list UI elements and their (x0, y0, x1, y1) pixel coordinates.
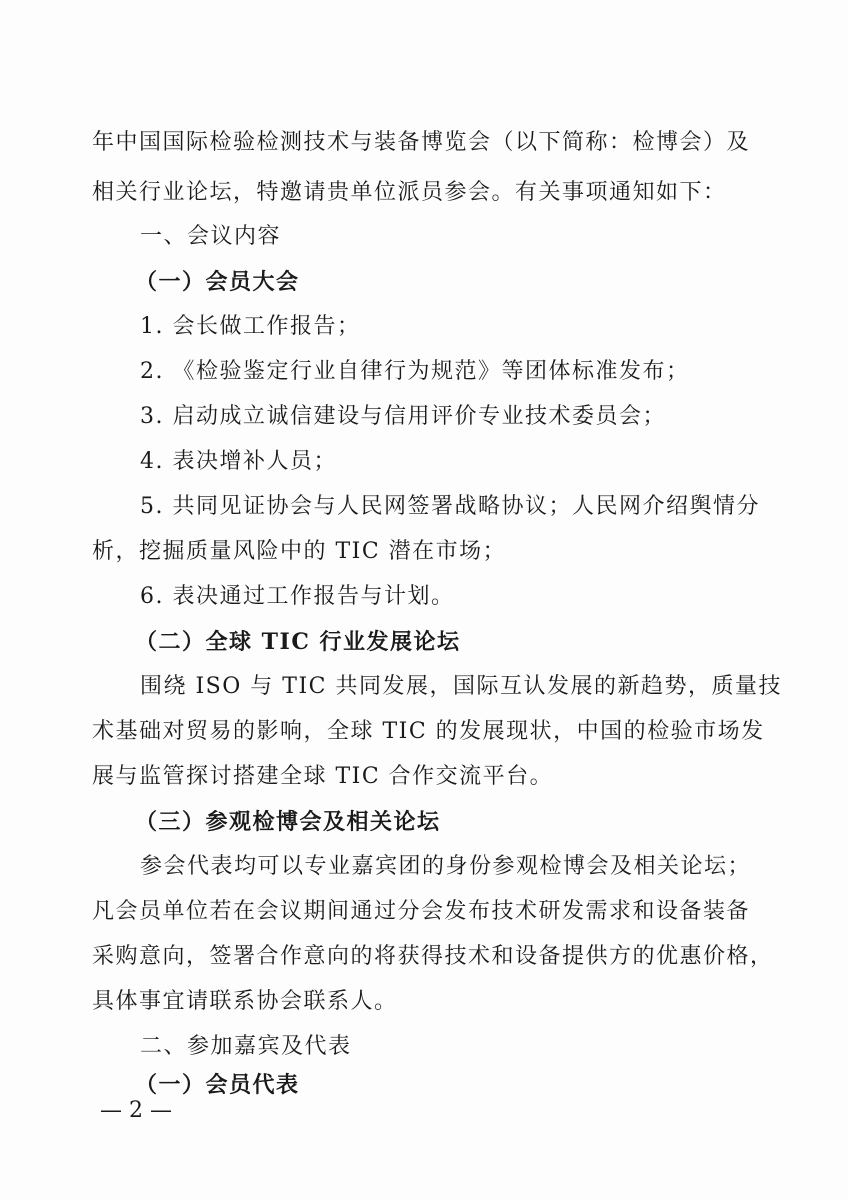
subsection-heading: （二）全球 TIC 行业发展论坛 (135, 629, 461, 655)
subsection-heading: （三）参观检博会及相关论坛 (135, 809, 441, 835)
paragraph-line: 围绕 ISO 与 TIC 共同发展，国际互认发展的新趋势，质量技 (140, 674, 782, 699)
paragraph-line: 凡会员单位若在会议期间通过分会发布技术研发需求和设备装备 (92, 899, 751, 924)
section-heading: 一、会议内容 (140, 224, 282, 249)
paragraph-line: 析，挖掘质量风险中的 TIC 潜在市场； (92, 539, 507, 564)
list-item: 6. 表决通过工作报告与计划。 (140, 584, 455, 609)
subsection-heading: （一）会员代表 (135, 1072, 300, 1098)
paragraph-line: 相关行业论坛，特邀请贵单位派员参会。有关事项通知如下： (92, 180, 727, 205)
list-item: 5. 共同见证协会与人民网签署战略协议；人民网介绍舆情分 (140, 494, 760, 519)
paragraph-line: 术基础对贸易的影响，全球 TIC 的发展现状，中国的检验市场发 (92, 719, 765, 744)
paragraph-line: 采购意向，签署合作意向的将获得技术和设备提供方的优惠价格， (92, 944, 774, 969)
paragraph-line: 参会代表均可以专业嘉宾团的身份参观检博会及相关论坛； (140, 854, 752, 879)
list-item: 2. 《检验鉴定行业自律行为规范》等团体标准发布； (140, 359, 690, 384)
page-number: — 2 — (100, 1098, 172, 1123)
paragraph-line: 展与监管探讨搭建全球 TIC 合作交流平台。 (92, 764, 554, 789)
list-item: 1. 会长做工作报告； (140, 314, 361, 339)
section-heading: 二、参加嘉宾及代表 (140, 1034, 352, 1059)
paragraph-line: 年中国国际检验检测技术与装备博览会（以下简称：检博会）及 (92, 130, 751, 155)
list-item: 4. 表决增补人员； (140, 449, 337, 474)
paragraph-line: 具体事宜请联系协会联系人。 (92, 989, 398, 1014)
subsection-heading: （一）会员大会 (135, 269, 300, 295)
list-item: 3. 启动成立诚信建设与信用评价专业技术委员会； (140, 404, 666, 429)
